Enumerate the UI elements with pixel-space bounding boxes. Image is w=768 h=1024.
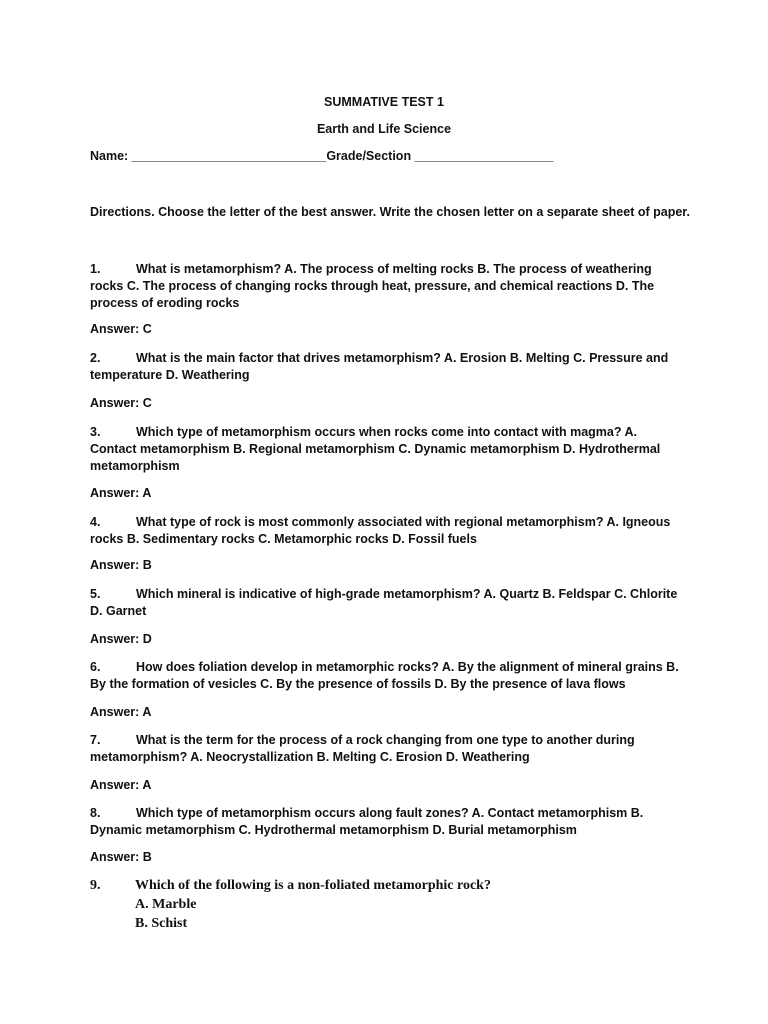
question-number: 2. <box>90 351 101 365</box>
question-number: 7. <box>90 733 101 747</box>
option-b: B. Schist <box>135 916 188 931</box>
directions: Directions. Choose the letter of the best answer. Write the chosen letter on a separate sheet of paper. <box>90 205 690 219</box>
answer-5: Answer: D <box>90 632 152 646</box>
question-number: 1. <box>90 262 101 276</box>
question-5 <box>90 586 680 620</box>
question-3 <box>90 424 680 475</box>
question-8 <box>90 805 680 839</box>
question-number: 6. <box>90 660 101 674</box>
question-number: 8. <box>90 806 101 820</box>
question-text: What is the term for the process of a rock changing from one type to another during metamorphism? A. Neocrystallization B. Melting C. Erosion D. Weathering <box>90 733 635 764</box>
question-1 <box>90 261 680 312</box>
answer-3: Answer: A <box>90 486 152 500</box>
subject-title: Earth and Life Science <box>316 122 452 136</box>
question-text: What type of rock is most commonly associated with regional metamorphism? A. Igneous rocks B. Sedimentary rocks C. Metamorphic rocks D. Fossil fuels <box>90 515 671 546</box>
answer-2: Answer: C <box>90 396 152 410</box>
question-9 <box>90 876 491 933</box>
question-7 <box>90 732 680 766</box>
question-number: 4. <box>90 515 101 529</box>
question-text: Which of the following is a non-foliated metamorphic rock? <box>135 878 491 893</box>
question-text: How does foliation develop in metamorphic rocks? A. By the alignment of mineral grains B. By the formation of vesicles C. By the presence of fossils D. By the presence of lava flows <box>90 660 679 691</box>
question-text: Which mineral is indicative of high-grade metamorphism? A. Quartz B. Feldspar C. Chlorite D. Garnet <box>90 587 678 618</box>
question-number: 3. <box>90 425 101 439</box>
question-text: What is metamorphism? A. The process of melting rocks B. The process of weathering rocks C. The process of changing rocks through heat, pressure, and chemical reactions D. The process of eroding rocks <box>90 262 655 310</box>
question-number: 5. <box>90 587 101 601</box>
answer-4: Answer: B <box>90 558 152 572</box>
question-text: Which type of metamorphism occurs when rocks come into contact with magma? A. Contact metamorphism B. Regional metamorphism C. Dynamic metamorphism D. Hydrothermal metamorphism <box>90 425 661 473</box>
question-4 <box>90 514 680 548</box>
question-text: Which type of metamorphism occurs along fault zones? A. Contact metamorphism B. Dynamic metamorphism C. Hydrothermal metamorphism D. Burial metamorphism <box>90 806 644 837</box>
answer-7: Answer: A <box>90 778 152 792</box>
answer-1: Answer: C <box>90 322 152 336</box>
question-text: What is the main factor that drives metamorphism? A. Erosion B. Melting C. Pressure and temperature D. Weathering <box>90 351 669 382</box>
question-2 <box>90 350 680 384</box>
question-6 <box>90 659 680 693</box>
name-grade-line: Name: ____________________________Grade/Section ____________________ <box>90 149 554 163</box>
answer-6: Answer: A <box>90 705 152 719</box>
answer-8: Answer: B <box>90 850 152 864</box>
option-a: A. Marble <box>135 897 197 912</box>
test-title: SUMMATIVE TEST 1 <box>324 95 444 109</box>
question-number: 9. <box>90 878 101 893</box>
